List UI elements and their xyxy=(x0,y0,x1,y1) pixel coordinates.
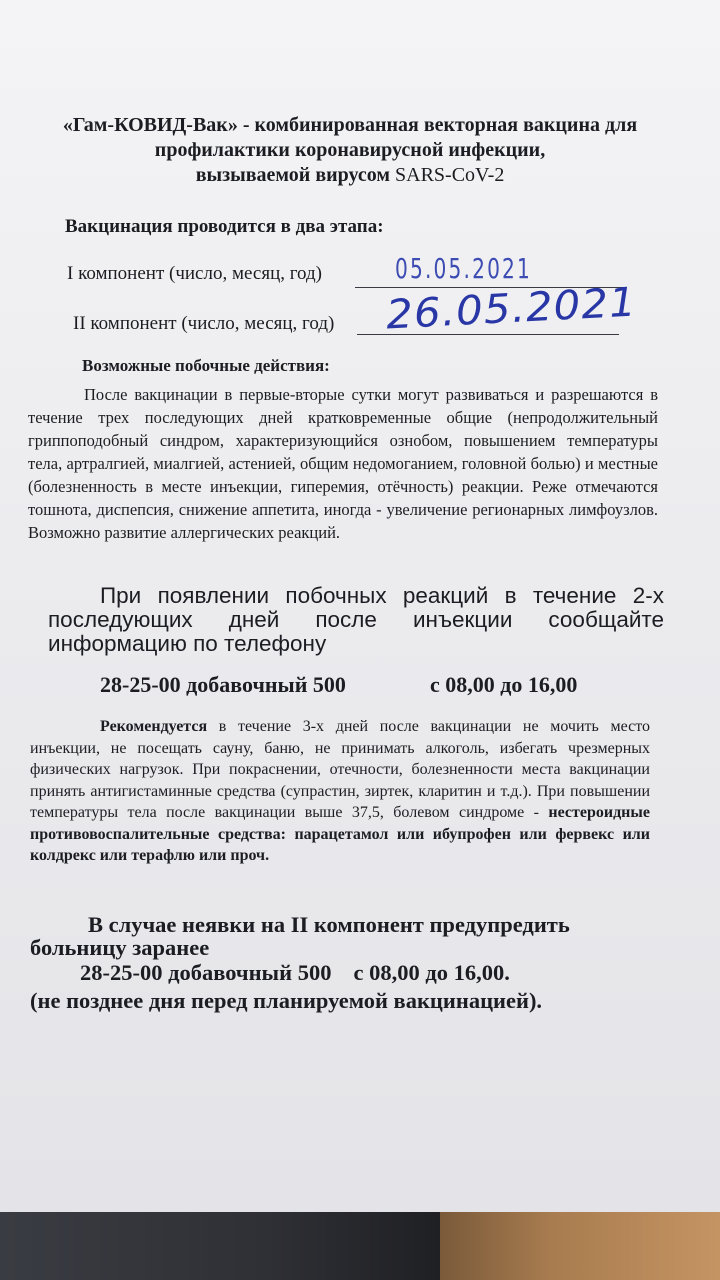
stages-heading: Вакцинация проводится в два этапа: xyxy=(65,216,384,237)
background-fabric xyxy=(0,1212,440,1280)
title-line-3 xyxy=(20,163,680,188)
component2-label: II компонент (число, месяц, год) xyxy=(73,313,335,334)
recommendation-text xyxy=(30,716,650,867)
contact-phone: 28-25-00 добавочный 500 xyxy=(100,672,346,697)
side-effects-text: После вакцинации в первые-вторые сутки могут развиваться и разрешаются в течение трех последующих дней кратковременные общие (непродолжительный гриппоподобный синдром, характеризующийся ознобом, повышением температуры тела, артралгией, миалгией, астенией, общим недомоганием, головной болью) и местные (болезненность в месте инъекции, гиперемия, отёчность) реакции. Реже отмечаются тошнота, диспепсия, снижение аппетита, иногда - увеличение регионарных лимфоузлов. Возможно развитие аллергических реакций. xyxy=(28,385,658,542)
background-table xyxy=(440,1212,720,1280)
title-line-3-text: вызываемой вирусом xyxy=(195,164,396,186)
absence-hours: с 08,00 до 16,00. xyxy=(353,960,510,985)
title-line-2: профилактики коронавирусной инфекции, xyxy=(154,139,546,161)
contact-phone-row xyxy=(100,672,578,698)
title-line-1: «Гам-КОВИД-Вак» - комбинированная векторная вакцина для xyxy=(62,114,638,136)
component1-label: I компонент (число, месяц, год) xyxy=(67,263,322,284)
recommendation-medication: нестероидные противовоспалительные средства: парацетамол или ибупрофен или фервекс или колдрекс или терафлю или проч. xyxy=(30,804,650,864)
absence-note: (не позднее дня перед планируемой вакцинацией). xyxy=(30,988,543,1013)
absence-line-1: В случае неявки на II компонент предупредить xyxy=(88,912,570,937)
absence-notice xyxy=(30,913,660,1012)
component2-date-handwritten: 26.05.2021 xyxy=(384,279,639,339)
recommendation-body: в течение 3-х дней после вакцинации не мочить место инъекции, не посещать сауну, баню, не принимать алкоголь, избегать чрезмерных физических нагрузок. При покраснении, отечности, болезненности места вакцинации принять антигистаминные средства (супрастин, зиртек, кларитин и т.д.). При повышении температуры тела после вакцинации выше 37,5, болевом синдроме - xyxy=(30,718,650,821)
virus-name: SARS-CoV-2 xyxy=(395,164,505,186)
component1-date-stamp: 05.05.2021 xyxy=(395,252,533,285)
absence-phone-row xyxy=(30,961,660,984)
side-effects-heading: Возможные побочные действия: xyxy=(82,356,330,375)
contact-instruction: При появлении побочных реакций в течение 2-х последующих дней после инъекции сообщайте информацию по телефону xyxy=(48,583,664,656)
recommendation-keyword: Рекомендуется xyxy=(100,718,208,735)
absence-phone: 28-25-00 добавочный 500 xyxy=(80,960,332,985)
document-title xyxy=(20,113,680,188)
contact-hours: с 08,00 до 16,00 xyxy=(430,672,578,697)
absence-line-2: больницу заранее xyxy=(30,935,210,960)
